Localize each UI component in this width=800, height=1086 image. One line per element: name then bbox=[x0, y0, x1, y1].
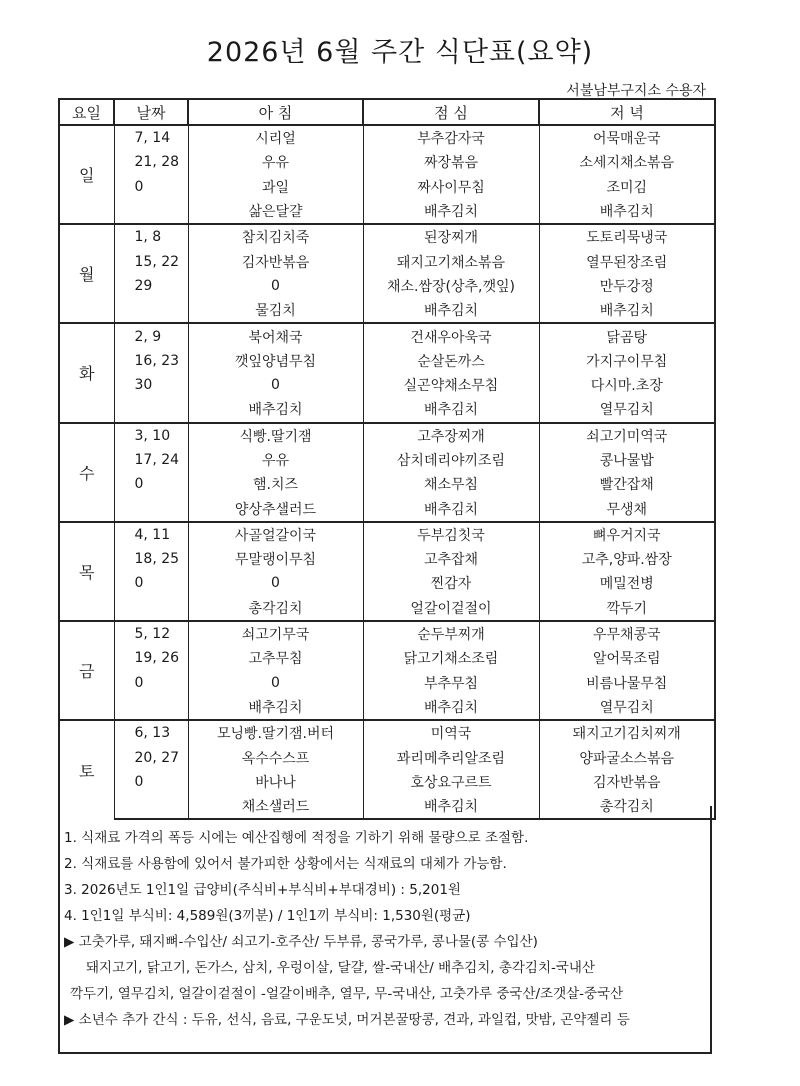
date-cell: 3, 10 bbox=[114, 423, 188, 448]
dinner-cell: 비름나물무침 bbox=[539, 671, 715, 695]
date-cell: 0 bbox=[114, 671, 188, 695]
note-line: 4. 1인1일 부식비: 4,589원(3끼분) / 1인1끼 부식비: 1,530원(평균) bbox=[64, 908, 471, 924]
lunch-cell: 호상요구르트 bbox=[363, 770, 539, 794]
breakfast-cell: 배추김치 bbox=[188, 695, 363, 720]
menu-row bbox=[59, 373, 715, 397]
menu-row bbox=[59, 522, 715, 547]
date-cell: 30 bbox=[114, 373, 188, 397]
date-cell: 20, 27 bbox=[114, 745, 188, 769]
breakfast-cell: 양상추샐러드 bbox=[188, 496, 363, 521]
menu-row bbox=[59, 646, 715, 670]
lunch-cell: 배추김치 bbox=[363, 298, 539, 323]
menu-row bbox=[59, 423, 715, 448]
breakfast-cell: 쇠고기무국 bbox=[188, 621, 363, 646]
date-cell: 0 bbox=[114, 175, 188, 199]
date-cell: 0 bbox=[114, 770, 188, 794]
date-cell bbox=[114, 596, 188, 621]
lunch-cell: 순살돈까스 bbox=[363, 349, 539, 373]
dinner-cell: 열무김치 bbox=[539, 695, 715, 720]
menu-row bbox=[59, 224, 715, 249]
note-line: 3. 2026년도 1인1일 급양비(주식비+부식비+부대경비) : 5,201원 bbox=[64, 882, 461, 898]
day-cell: 목 bbox=[59, 522, 114, 621]
lunch-cell: 배추김치 bbox=[363, 496, 539, 521]
dinner-cell: 깍두기 bbox=[539, 596, 715, 621]
date-cell bbox=[114, 397, 188, 422]
note-line: ▶ 소년수 추가 간식 : 두유, 선식, 음료, 구운도넛, 머거본꿀땅콩, 견과, 과일컵, 맛밤, 곤약젤리 등 bbox=[64, 1012, 630, 1028]
breakfast-cell: 0 bbox=[188, 373, 363, 397]
lunch-cell: 배추김치 bbox=[363, 199, 539, 224]
table-header-row bbox=[59, 99, 715, 125]
breakfast-cell: 북어채국 bbox=[188, 323, 363, 348]
date-cell: 16, 23 bbox=[114, 349, 188, 373]
header-lunch: 점 심 bbox=[363, 99, 539, 125]
lunch-cell: 배추김치 bbox=[363, 794, 539, 819]
day-cell: 토 bbox=[59, 720, 114, 819]
lunch-cell: 짜사이무침 bbox=[363, 175, 539, 199]
date-cell: 0 bbox=[114, 571, 188, 595]
breakfast-cell: 식빵.딸기잼 bbox=[188, 423, 363, 448]
breakfast-cell: 깻잎양념무침 bbox=[188, 349, 363, 373]
lunch-cell: 닭고기채소조림 bbox=[363, 646, 539, 670]
menu-row bbox=[59, 571, 715, 595]
dinner-cell: 조미김 bbox=[539, 175, 715, 199]
dinner-cell: 만두강정 bbox=[539, 274, 715, 298]
breakfast-cell: 시리얼 bbox=[188, 125, 363, 150]
menu-row bbox=[59, 621, 715, 646]
note-line: 1. 식재료 가격의 폭등 시에는 예산집행에 적정을 기하기 위해 물량으로 조절함. bbox=[64, 830, 529, 846]
dinner-cell: 우무채콩국 bbox=[539, 621, 715, 646]
menu-row bbox=[59, 125, 715, 150]
lunch-cell: 부추감자국 bbox=[363, 125, 539, 150]
dinner-cell: 무생채 bbox=[539, 496, 715, 521]
date-cell: 7, 14 bbox=[114, 125, 188, 150]
lunch-cell: 채소무침 bbox=[363, 472, 539, 496]
menu-row bbox=[59, 472, 715, 496]
menu-row bbox=[59, 349, 715, 373]
dinner-cell: 메밀전병 bbox=[539, 571, 715, 595]
date-cell: 4, 11 bbox=[114, 522, 188, 547]
day-cell: 화 bbox=[59, 323, 114, 422]
notes-section bbox=[58, 806, 712, 1054]
day-cell: 월 bbox=[59, 224, 114, 323]
breakfast-cell: 0 bbox=[188, 671, 363, 695]
lunch-cell: 된장찌개 bbox=[363, 224, 539, 249]
dinner-cell: 총각김치 bbox=[539, 794, 715, 819]
date-cell: 6, 13 bbox=[114, 720, 188, 745]
lunch-cell: 미역국 bbox=[363, 720, 539, 745]
dinner-cell: 배추김치 bbox=[539, 199, 715, 224]
date-cell: 15, 22 bbox=[114, 249, 188, 273]
day-cell: 일 bbox=[59, 125, 114, 224]
breakfast-cell: 무말랭이무침 bbox=[188, 547, 363, 571]
lunch-cell: 배추김치 bbox=[363, 397, 539, 422]
lunch-cell: 실곤약채소무침 bbox=[363, 373, 539, 397]
menu-row bbox=[59, 249, 715, 273]
menu-row bbox=[59, 298, 715, 323]
menu-row bbox=[59, 199, 715, 224]
dinner-cell: 쇠고기미역국 bbox=[539, 423, 715, 448]
header-breakfast: 아 침 bbox=[188, 99, 363, 125]
note-line: 깍두기, 열무김치, 얼갈이겉절이 -얼갈이배추, 열무, 무-국내산, 고춧가루 중국산/조갯살-중국산 bbox=[70, 986, 624, 1002]
lunch-cell: 두부김칫국 bbox=[363, 522, 539, 547]
menu-row bbox=[59, 150, 715, 174]
dinner-cell: 양파굴소스볶음 bbox=[539, 745, 715, 769]
dinner-cell: 돼지고기김치찌개 bbox=[539, 720, 715, 745]
menu-row bbox=[59, 175, 715, 199]
date-cell: 18, 25 bbox=[114, 547, 188, 571]
breakfast-cell: 물김치 bbox=[188, 298, 363, 323]
menu-row bbox=[59, 547, 715, 571]
dinner-cell: 열무김치 bbox=[539, 397, 715, 422]
lunch-cell: 꽈리메추리알조림 bbox=[363, 745, 539, 769]
menu-row bbox=[59, 720, 715, 745]
note-line: 2. 식재료를 사용함에 있어서 불가피한 상황에서는 식재료의 대체가 가능함. bbox=[64, 856, 507, 872]
date-cell: 29 bbox=[114, 274, 188, 298]
lunch-cell: 배추김치 bbox=[363, 695, 539, 720]
menu-row bbox=[59, 274, 715, 298]
facility-subtitle: 서불남부구지소 수용자 bbox=[566, 83, 706, 99]
lunch-cell: 순두부찌개 bbox=[363, 621, 539, 646]
dinner-cell: 도토리묵냉국 bbox=[539, 224, 715, 249]
lunch-cell: 고추잡채 bbox=[363, 547, 539, 571]
lunch-cell: 건새우아욱국 bbox=[363, 323, 539, 348]
breakfast-cell: 배추김치 bbox=[188, 397, 363, 422]
breakfast-cell: 삶은달걀 bbox=[188, 199, 363, 224]
lunch-cell: 돼지고기채소볶음 bbox=[363, 249, 539, 273]
date-cell bbox=[114, 695, 188, 720]
date-cell: 0 bbox=[114, 472, 188, 496]
breakfast-cell: 햄.치즈 bbox=[188, 472, 363, 496]
dinner-cell: 뼈우거지국 bbox=[539, 522, 715, 547]
breakfast-cell: 채소샐러드 bbox=[188, 794, 363, 819]
menu-row bbox=[59, 695, 715, 720]
menu-row bbox=[59, 496, 715, 521]
dinner-cell: 어묵매운국 bbox=[539, 125, 715, 150]
date-cell: 1, 8 bbox=[114, 224, 188, 249]
dinner-cell: 다시마.초장 bbox=[539, 373, 715, 397]
note-line: 돼지고기, 닭고기, 돈가스, 삼치, 우렁이살, 달걀, 쌀-국내산/ 배추김치, 총각김치-국내산 bbox=[86, 960, 596, 976]
breakfast-cell: 참치김치죽 bbox=[188, 224, 363, 249]
dinner-cell: 닭곰탕 bbox=[539, 323, 715, 348]
menu-row bbox=[59, 770, 715, 794]
day-cell: 금 bbox=[59, 621, 114, 720]
date-cell: 21, 28 bbox=[114, 150, 188, 174]
dinner-cell: 고추,양파.쌈장 bbox=[539, 547, 715, 571]
dinner-cell: 배추김치 bbox=[539, 298, 715, 323]
header-day: 요일 bbox=[59, 99, 114, 125]
breakfast-cell: 0 bbox=[188, 274, 363, 298]
breakfast-cell: 우유 bbox=[188, 150, 363, 174]
breakfast-cell: 0 bbox=[188, 571, 363, 595]
date-cell: 2, 9 bbox=[114, 323, 188, 348]
lunch-cell: 채소.쌈장(상추,깻잎) bbox=[363, 274, 539, 298]
menu-row bbox=[59, 448, 715, 472]
breakfast-cell: 바나나 bbox=[188, 770, 363, 794]
breakfast-cell: 모닝빵.딸기잼.버터 bbox=[188, 720, 363, 745]
dinner-cell: 알어묵조림 bbox=[539, 646, 715, 670]
day-cell: 수 bbox=[59, 423, 114, 522]
menu-row bbox=[59, 323, 715, 348]
menu-body bbox=[59, 125, 715, 819]
dinner-cell: 빨간잡채 bbox=[539, 472, 715, 496]
dinner-cell: 콩나물밥 bbox=[539, 448, 715, 472]
menu-row bbox=[59, 596, 715, 621]
header-dinner: 저 녁 bbox=[539, 99, 715, 125]
breakfast-cell: 우유 bbox=[188, 448, 363, 472]
breakfast-cell: 사골얼갈이국 bbox=[188, 522, 363, 547]
lunch-cell: 부추무침 bbox=[363, 671, 539, 695]
menu-table bbox=[58, 98, 716, 820]
header-date: 날짜 bbox=[114, 99, 188, 125]
lunch-cell: 고추장찌개 bbox=[363, 423, 539, 448]
date-cell: 19, 26 bbox=[114, 646, 188, 670]
lunch-cell: 얼갈이겉절이 bbox=[363, 596, 539, 621]
menu-row bbox=[59, 745, 715, 769]
date-cell: 17, 24 bbox=[114, 448, 188, 472]
breakfast-cell: 과일 bbox=[188, 175, 363, 199]
date-cell: 5, 12 bbox=[114, 621, 188, 646]
page-title: 2026년 6월 주간 식단표(요약) bbox=[206, 37, 594, 68]
lunch-cell: 찐감자 bbox=[363, 571, 539, 595]
menu-row bbox=[59, 671, 715, 695]
breakfast-cell: 총각김치 bbox=[188, 596, 363, 621]
breakfast-cell: 옥수수스프 bbox=[188, 745, 363, 769]
dinner-cell: 가지구이무침 bbox=[539, 349, 715, 373]
breakfast-cell: 고추무침 bbox=[188, 646, 363, 670]
date-cell bbox=[114, 298, 188, 323]
dinner-cell: 김자반볶음 bbox=[539, 770, 715, 794]
breakfast-cell: 김자반볶음 bbox=[188, 249, 363, 273]
dinner-cell: 열무된장조림 bbox=[539, 249, 715, 273]
lunch-cell: 짜장볶음 bbox=[363, 150, 539, 174]
date-cell bbox=[114, 199, 188, 224]
note-line: ▶ 고춧가루, 돼지뼈-수입산/ 쇠고기-호주산/ 두부류, 콩국가루, 콩나물(콩 수입산) bbox=[64, 934, 538, 950]
date-cell bbox=[114, 496, 188, 521]
menu-row bbox=[59, 397, 715, 422]
dinner-cell: 소세지채소볶음 bbox=[539, 150, 715, 174]
lunch-cell: 삼치데리야끼조림 bbox=[363, 448, 539, 472]
